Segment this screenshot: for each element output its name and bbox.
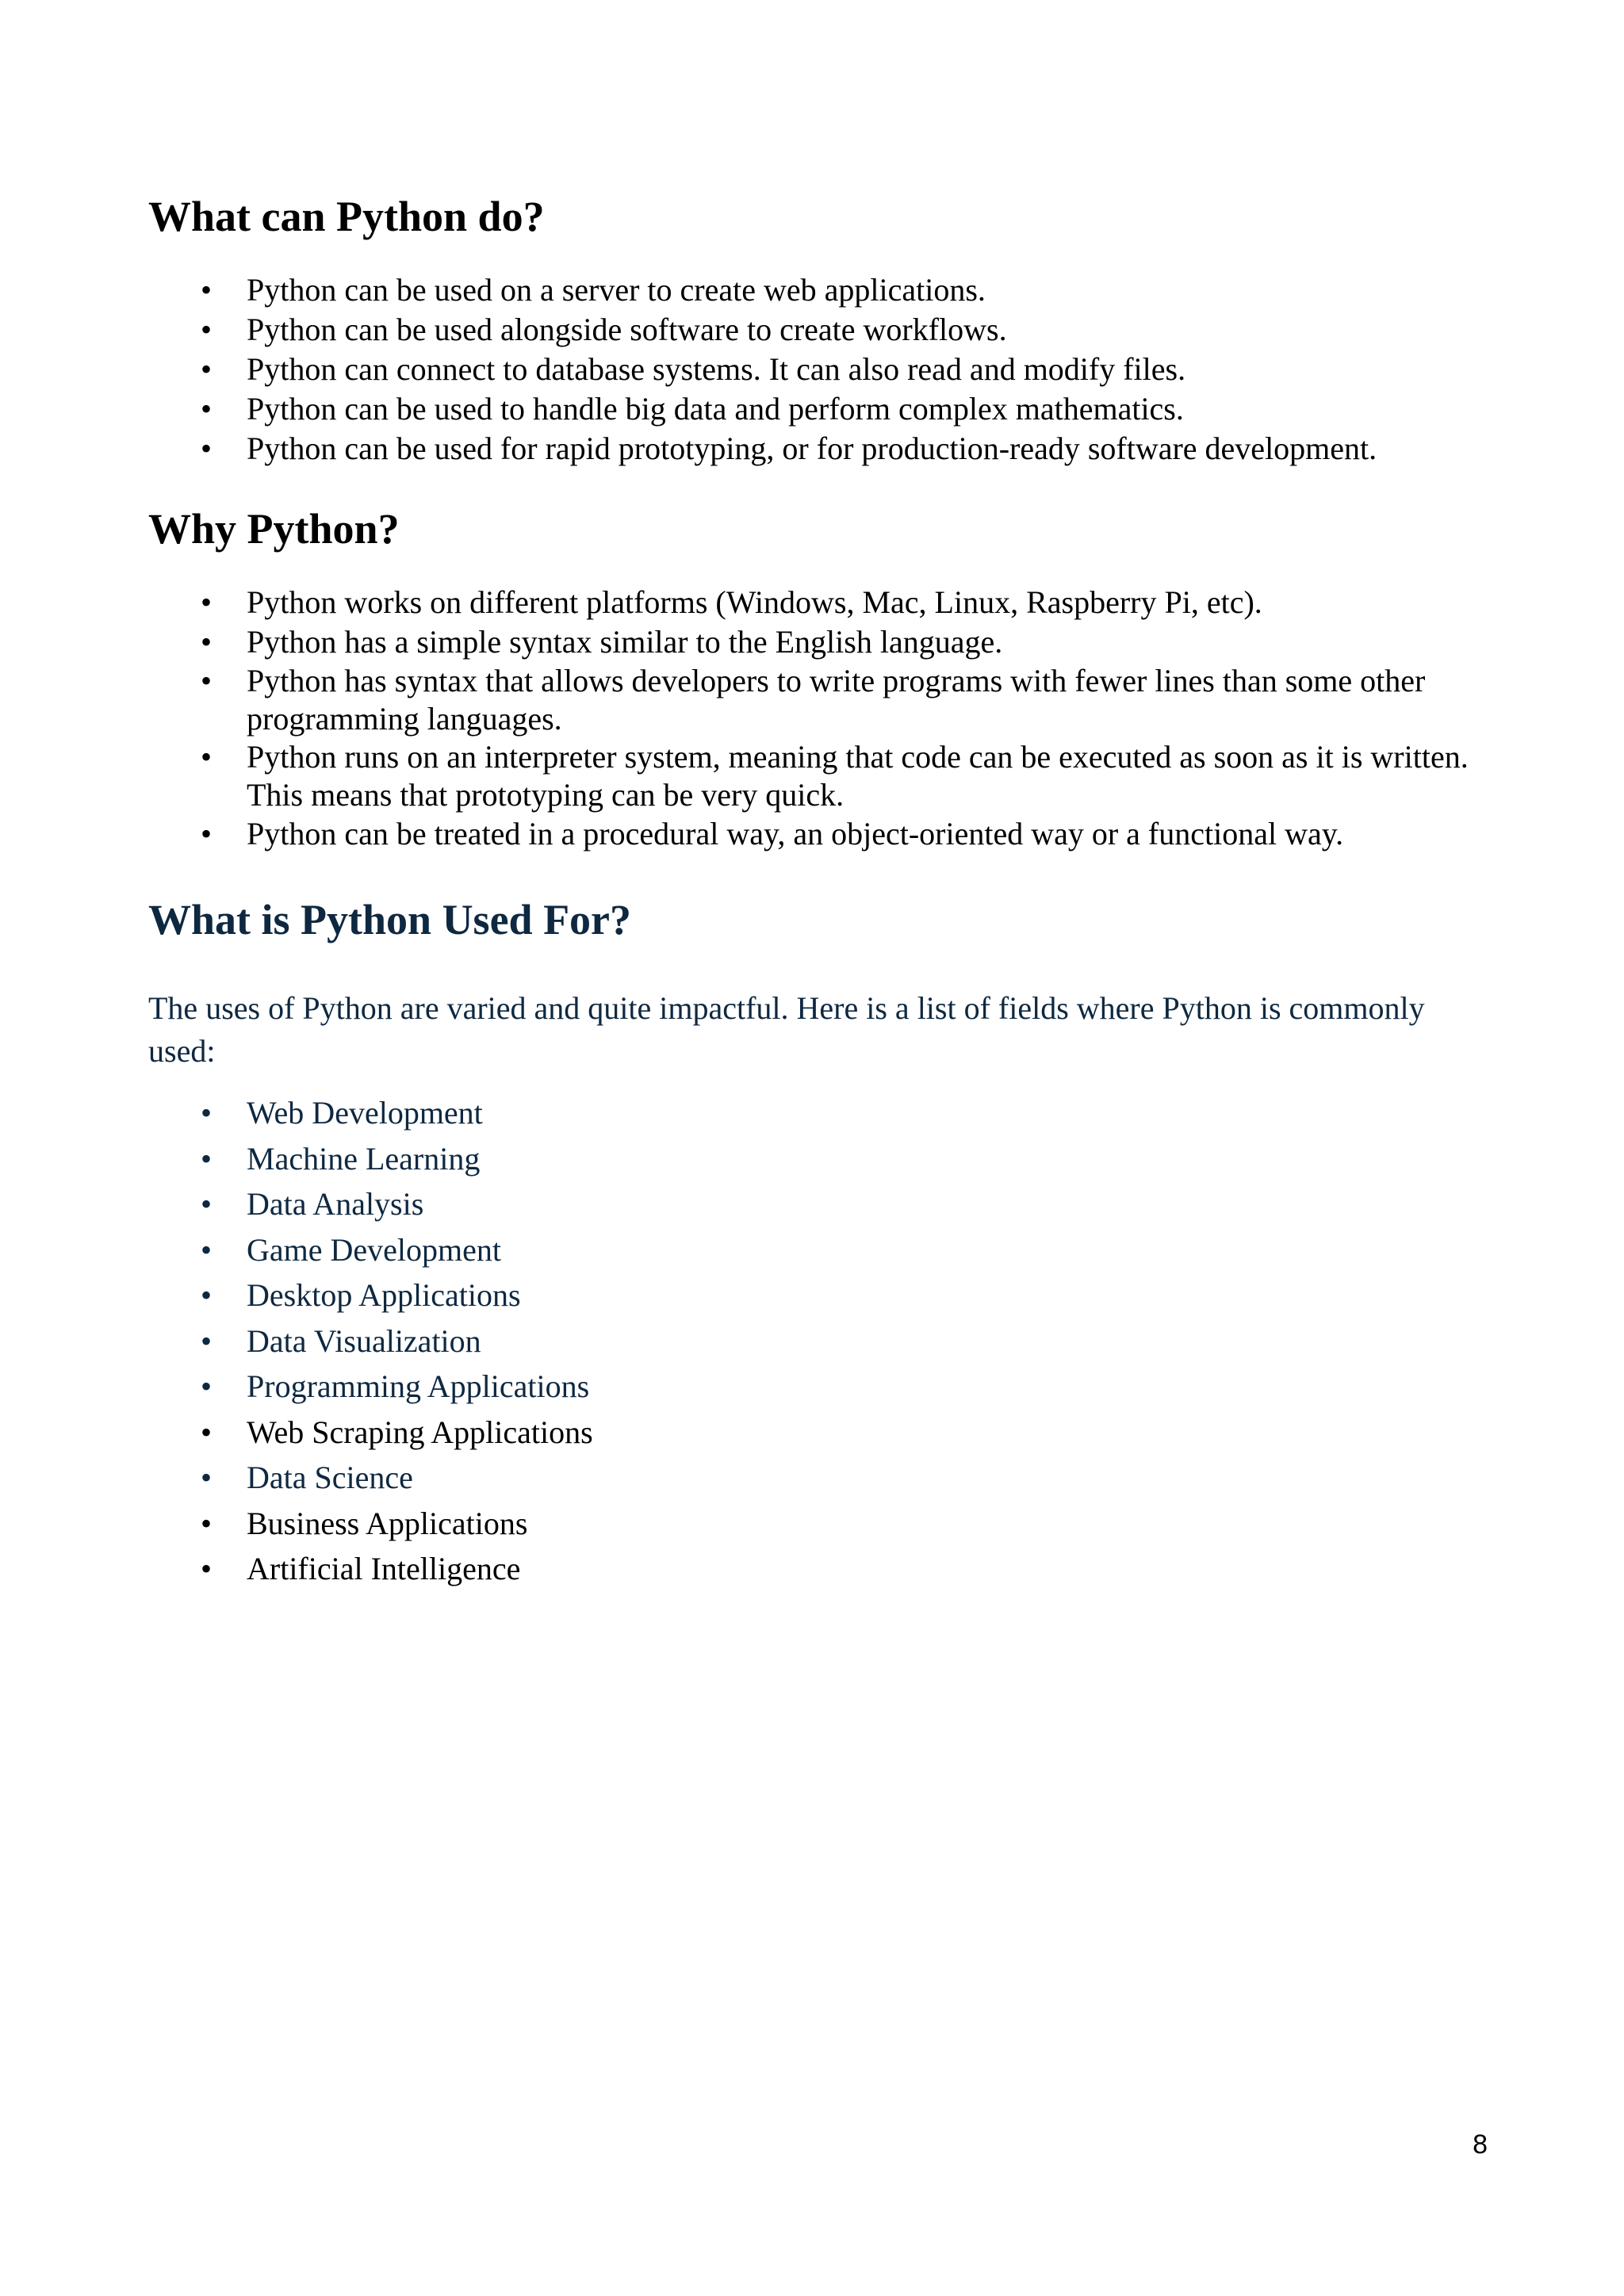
bullet-icon: • xyxy=(201,1551,213,1586)
list-item: • Data Visualization xyxy=(148,1318,1496,1364)
bullet-icon: • xyxy=(201,1277,213,1313)
bullet-icon: • xyxy=(201,272,213,308)
bullet-icon: • xyxy=(201,1095,213,1131)
section-heading-what-can-python-do: What can Python do? xyxy=(148,193,545,240)
section-heading-python-uses: What is Python Used For? xyxy=(148,896,632,943)
list-item: • Web Development xyxy=(148,1090,1496,1136)
bullet-icon: • xyxy=(201,1505,213,1541)
bullet-icon: • xyxy=(201,1140,213,1177)
capabilities-list xyxy=(148,270,1496,469)
list-item: • Desktop Applications xyxy=(148,1272,1496,1318)
list-item: • Artificial Intelligence xyxy=(148,1546,1496,1592)
section-heading-why-python: Why Python? xyxy=(148,505,400,553)
bullet-icon: • xyxy=(201,816,213,851)
bullet-icon: • xyxy=(201,312,213,347)
list-item: • Python can be used for rapid prototyping, or for production-ready software development. xyxy=(148,429,1496,469)
reasons-list xyxy=(148,583,1496,854)
list-item: • Machine Learning xyxy=(148,1136,1496,1182)
list-item: • Web Scraping Applications xyxy=(148,1410,1496,1456)
uses-intro-paragraph: The uses of Python are varied and quite impactful. Here is a list of fields where Python is commonly used: xyxy=(148,990,1425,1069)
bullet-icon: • xyxy=(201,1368,213,1404)
bullet-icon: • xyxy=(201,351,213,387)
list-item: • Python can connect to database systems. It can also read and modify files. xyxy=(148,350,1496,389)
bullet-icon: • xyxy=(201,430,213,466)
list-item: • Python runs on an interpreter system, meaning that code can be executed as soon as it is written. This means that prototyping can be very quick. xyxy=(201,739,1469,813)
bullet-icon: • xyxy=(201,663,213,698)
bullet-icon: • xyxy=(201,391,213,427)
uses-list xyxy=(148,1090,1496,1592)
bullet-icon: • xyxy=(201,739,213,775)
list-item: • Business Applications xyxy=(148,1501,1496,1547)
bullet-icon: • xyxy=(201,584,213,620)
list-item: • Python can be treated in a procedural way, an object-oriented way or a functional way. xyxy=(148,814,1496,854)
bullet-icon: • xyxy=(201,1231,213,1268)
list-item: • Data Analysis xyxy=(148,1181,1496,1227)
page-number: 8 xyxy=(1473,2130,1488,2160)
list-item: • Game Development xyxy=(148,1227,1496,1273)
bullet-icon: • xyxy=(201,1186,213,1222)
list-item: • Python works on different platforms (Windows, Mac, Linux, Raspberry Pi, etc). xyxy=(148,583,1496,622)
bullet-icon: • xyxy=(201,1460,213,1495)
list-item: • Python can be used on a server to create web applications. xyxy=(148,270,1496,310)
page-content xyxy=(148,189,1496,1592)
list-item: • Python can be used alongside software to create workflows. xyxy=(148,310,1496,350)
list-item: • Python can be used to handle big data and perform complex mathematics. xyxy=(148,389,1496,429)
bullet-icon: • xyxy=(201,1322,213,1359)
bullet-icon: • xyxy=(201,1414,213,1450)
list-item: • Python has syntax that allows developers to write programs with fewer lines than some other programming languages. xyxy=(201,663,1426,737)
list-item: • Data Science xyxy=(148,1455,1496,1501)
list-item: • Programming Applications xyxy=(148,1364,1496,1410)
list-item: • Python has a simple syntax similar to the English language. xyxy=(148,622,1496,662)
bullet-icon: • xyxy=(201,624,213,660)
